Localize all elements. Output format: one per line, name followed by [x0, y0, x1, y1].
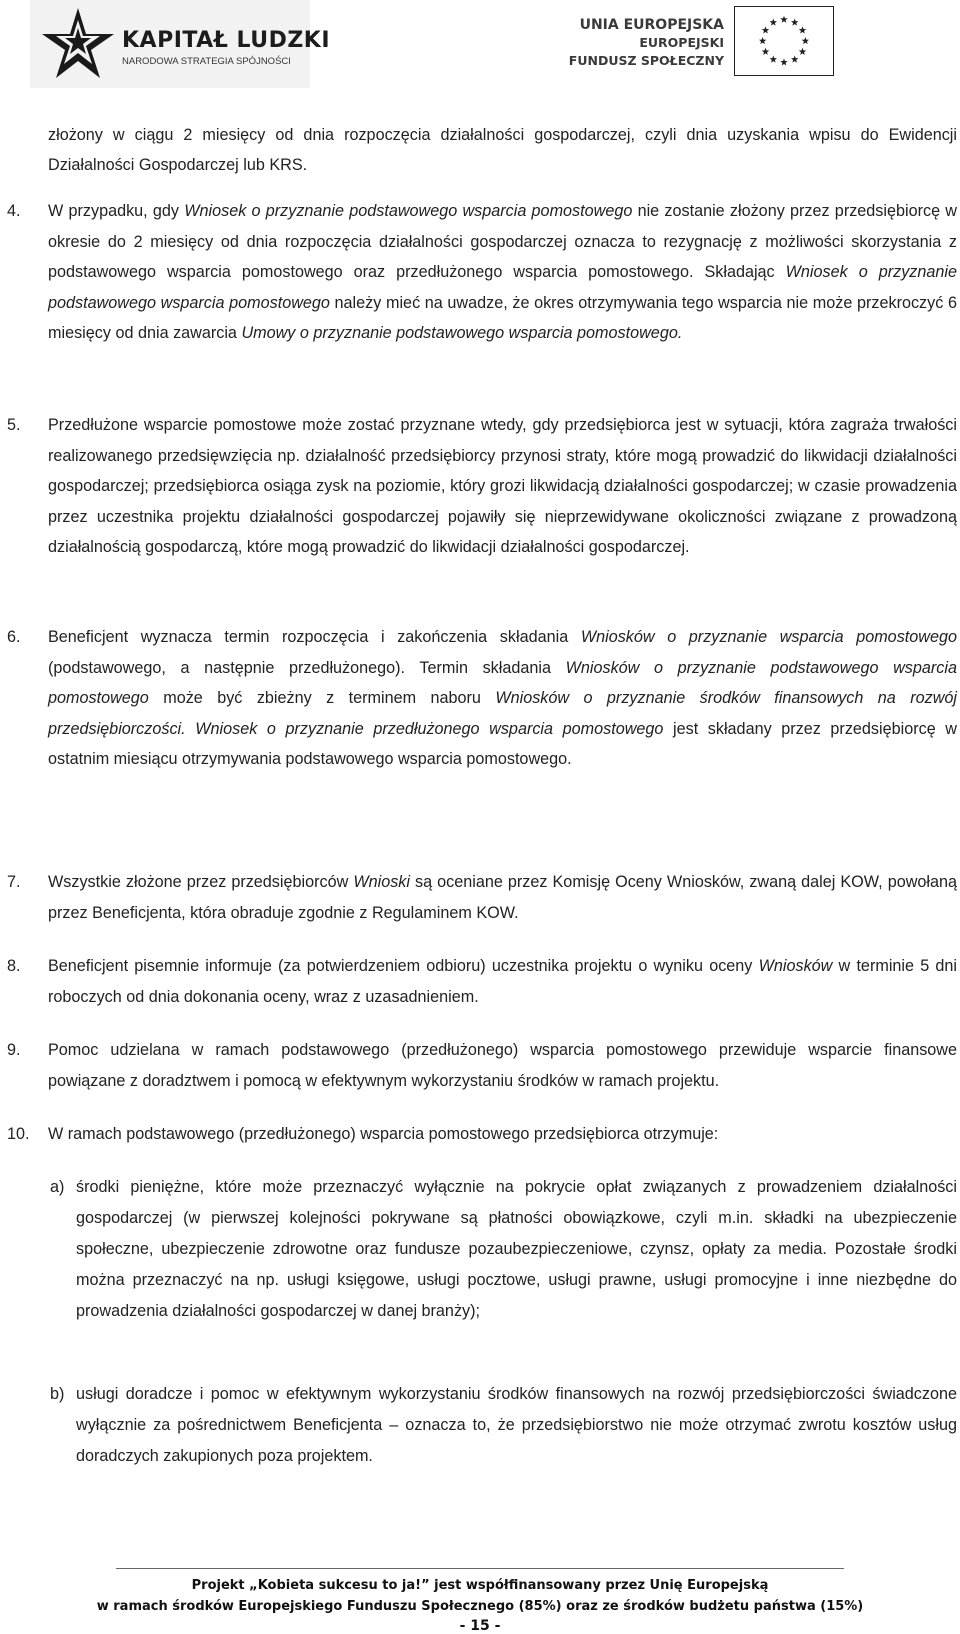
sub-item-label: a) [50, 1178, 65, 1196]
item-number: 8. [7, 957, 21, 975]
text-run: w terminie 5 dni roboczych od dnia dokonania oceny, wraz z uzasadnieniem. [48, 957, 958, 1006]
italic-text-run: Umowy o przyznanie podstawowego wsparcia pomostowego. [241, 324, 683, 342]
text-run: W ramach podstawowego (przedłużonego) wsparcia pomostowego przedsiębiorca otrzymuje: [48, 1125, 719, 1143]
list-item-7 [0, 867, 957, 928]
list-item-6 [0, 622, 957, 775]
page-footer [0, 1568, 960, 1634]
text-run: Wszystkie złożone przez przedsiębiorców [48, 873, 354, 891]
text-run: Przedłużone wsparcie pomostowe może zostać przyznane wtedy, gdy przedsiębiorca jest w sytuacji, która zagraża trwałości realizowanego przedsięwzięcia np. działalność przedsiębiorcy przynosi straty, które mogą prowadzić do likwidacji działalności gospodarczej; przedsiębiorca osiąga zysk na poziomie, który grozi likwidacją działalności gospodarczej; w czasie prowadzenia przez uczestnika projektu działalności gospodarczej pojawiły się nieprzewidywane okoliczności związane z prowadzoną działalnością gospodarczą, które mogą prowadzić do likwidacji działalności gospodarczej. [48, 416, 957, 556]
text-run: Beneficjent pisemnie informuje (za potwierdzeniem odbioru) uczestnika projektu o wyniku oceny [48, 957, 759, 975]
item-text [48, 196, 957, 349]
continuation-paragraph [48, 120, 957, 180]
text-run: złożony w ciągu 2 miesięcy od dnia rozpoczęcia działalności gospodarczej, czyli dnia uzyskania wpisu do Ewidencji Działalności Gospodarczej lub KRS. [48, 126, 957, 174]
eu-line-2: EUROPEJSKI [639, 35, 724, 50]
footer-funding-line: w ramach środków Europejskiego Funduszu Społecznego (85%) oraz ze środków budżetu państwa (15%) [96, 1599, 864, 1614]
list-item-5 [0, 410, 957, 563]
italic-text-run: Wniosków o przyznanie wsparcia pomostowego [580, 628, 957, 646]
logo-subtitle: NARODOWA STRATEGIA SPÓJNOŚCI [122, 56, 291, 67]
sub-item-text [76, 1172, 957, 1327]
text-run: środki pieniężne, które może przeznaczyć wyłącznie na pokrycie opłat związanych z prowadzeniem działalności gospodarczej (w pierwszej kolejności pokrywane są płatności obowiązkowe, czyli m.in. składki na ubezpieczenie społeczne, ubezpieczenie zdrowotne oraz fundusze pozaubezpieczeniowe, czynsz, opłaty za media. Pozostałe środki można przeznaczyć na np. usługi księgowe, usługi pocztowe, usługi prawne, usługi promocyjne i inne niezbędne do prowadzenia działalności gospodarczej w danej branży); [76, 1178, 957, 1320]
text-run: W przypadku, gdy [48, 202, 185, 220]
text-run: należy mieć na uwadze, że okres otrzymywania tego wsparcia nie może przekroczyć 6 miesięcy od dnia zawarcia [48, 293, 957, 342]
eu-line-1: UNIA EUROPEJSKA [579, 17, 724, 33]
text-run: (podstawowego, a następnie przedłużonego). Termin składania [48, 658, 566, 677]
text-run: może być zbieżny z terminem naboru [148, 689, 496, 707]
list-item-9 [0, 1035, 957, 1096]
page-number: - 15 - [459, 1618, 501, 1634]
item-text [48, 1035, 957, 1096]
italic-text-run: Wniosek o przyznanie podstawowego wsparcia pomostowego [48, 263, 957, 312]
sub-item-text [76, 1379, 957, 1472]
text-run: nie zostanie złożony przez przedsiębiorcę w okresie do 2 miesięcy od dnia rozpoczęcia działalności gospodarczej oznacza to rezygnację z możliwości skorzystania z podstawowego wsparcia pomostowego oraz przedłużonego wsparcia pomostowego. Składając [48, 202, 957, 281]
text-run: Beneficjent wyznacza termin rozpoczęcia i zakończenia składania [48, 628, 581, 646]
item-text [48, 410, 957, 563]
item-text [48, 867, 957, 928]
italic-text-run: Wniosków [758, 957, 833, 975]
sub-item-label: b) [50, 1385, 65, 1403]
text-run: Pomoc udzielana w ramach podstawowego (przedłużonego) wsparcia pomostowego przewiduje wsparcie finansowe powiązane z doradztwem i pomocą w efektywnym wykorzystaniu środków w ramach projektu. [48, 1041, 957, 1090]
list-item-10 [0, 1119, 957, 1150]
item-number: 6. [7, 628, 21, 646]
footer-divider [116, 1568, 844, 1569]
item-number: 9. [7, 1041, 21, 1059]
italic-text-run: Wniosków o przyznanie środków finansowych na rozwój przedsiębiorczości. Wniosek o przyznanie przedłużonego wsparcia pomostowego [48, 689, 957, 738]
italic-text-run: Wniosek o przyznanie podstawowego wsparcia pomostowego [184, 202, 633, 220]
item-text [48, 1119, 957, 1150]
logo-title: KAPITAŁ LUDZKI [122, 28, 331, 53]
sub-item-b [50, 1379, 957, 1472]
text-run: usługi doradcze i pomoc w efektywnym wykorzystaniu środków finansowych na rozwój przedsiębiorczości świadczone wyłącznie za pośrednictwem Beneficjenta – oznacza to, że przedsiębiorstwo nie może otrzymać zwrotu kosztów usług doradczych zakupionych poza projektem. [76, 1385, 957, 1465]
item-text [48, 622, 957, 775]
item-number: 5. [7, 416, 21, 434]
text-run: są oceniane przez Komisję Oceny Wniosków, zwaną dalej KOW, powołaną przez Beneficjenta, która obraduje zgodnie z Regulaminem KOW. [48, 873, 957, 922]
list-item-8 [0, 951, 957, 1012]
footer-project-line: Projekt „Kobieta sukcesu to ja!” jest współfinansowany przez Unię Europejską [191, 1578, 769, 1593]
sub-item-a [50, 1172, 957, 1327]
item-number: 4. [7, 202, 21, 220]
eu-line-3: FUNDUSZ SPOŁECZNY [568, 53, 724, 68]
text-run: jest składany przez przedsiębiorcę w ostatnim miesiącu otrzymywania podstawowego wsparcia pomostowego. [48, 719, 957, 768]
item-number: 7. [7, 873, 21, 891]
italic-text-run: Wniosków o przyznanie podstawowego wsparcia pomostowego [48, 658, 957, 707]
item-number: 10. [7, 1125, 30, 1143]
item-text [48, 951, 957, 1012]
list-item-4 [0, 196, 957, 349]
italic-text-run: Wnioski [353, 873, 410, 891]
